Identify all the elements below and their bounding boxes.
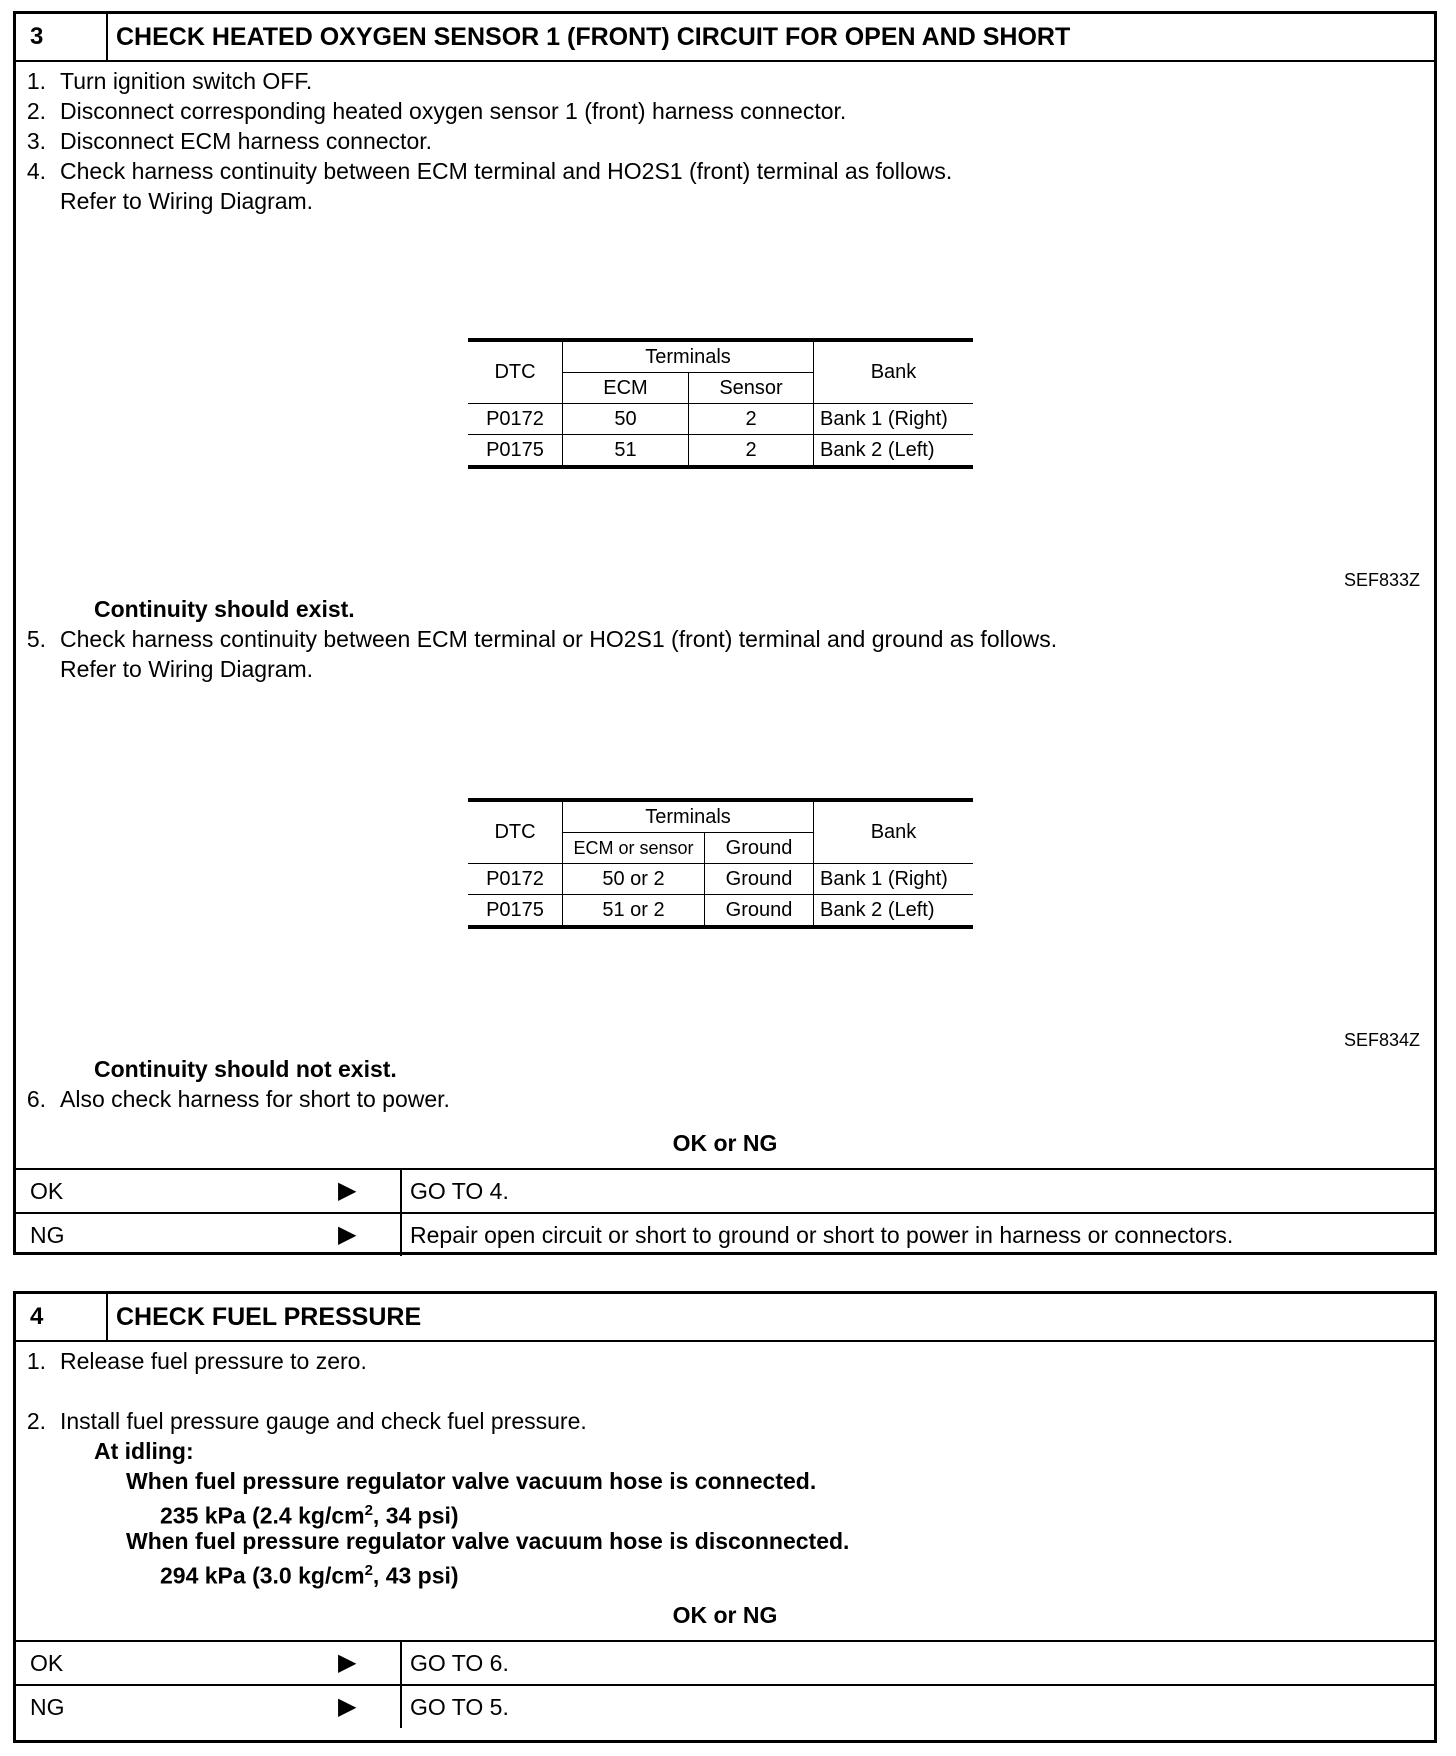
header-bank: Bank [814,340,974,404]
item-text: Install fuel pressure gauge and check fuel pressure. [60,1408,587,1434]
pressure-value-disconnected [160,1556,459,1591]
step-3-header [16,14,1434,62]
cell-sensor: 2 [689,404,814,435]
header-ecm-or-sensor: ECM or sensor [563,833,705,864]
table-row [468,895,973,928]
superscript: 2 [364,1562,373,1579]
step-4-header [16,1294,1434,1342]
value-text: 235 kPa (2.4 kg/cm [160,1502,365,1529]
arrow-right-icon: ▶ [338,1649,357,1676]
item-text: Disconnect corresponding heated oxygen sensor 1 (front) harness connector. [60,98,847,124]
figure-code: SEF834Z [1343,1030,1420,1050]
step-title: CHECK FUEL PRESSURE [116,1303,422,1331]
cell-sensor: 2 [689,435,814,468]
result-row-ng [16,1684,1434,1728]
cell-ecm: 50 [563,404,689,435]
refer-wiring-diagram: Refer to Wiring Diagram. [60,188,314,214]
refer-wiring-diagram: Refer to Wiring Diagram. [60,656,314,682]
result-row-ng [16,1212,1434,1256]
item-text: Also check harness for short to power. [60,1086,450,1112]
item-number: 4. [26,158,46,184]
continuity-note: Continuity should exist. [94,596,355,622]
result-action: GO TO 5. [410,1694,509,1720]
result-action: Repair open circuit or short to ground or short to power in harness or connectors. [410,1222,1234,1248]
divider [400,1642,402,1684]
continuity-table-1 [468,338,973,469]
cell-dtc: P0175 [468,435,563,468]
divider [400,1170,402,1212]
item-number: 2. [26,1408,46,1434]
item-number: 2. [26,98,46,124]
continuity-table-2 [468,798,973,929]
cell-dtc: P0175 [468,895,563,928]
cell-dtc: P0172 [468,404,563,435]
arrow-right-icon: ▶ [338,1177,357,1204]
header-terminals: Terminals [563,340,814,373]
value-text: 294 kPa (3.0 kg/cm [160,1562,365,1589]
header-terminals: Terminals [563,800,814,833]
cell-ecm: 51 [563,435,689,468]
step-number: 3 [16,14,108,60]
value-text: , 43 psi) [372,1562,459,1589]
divider [400,1214,402,1256]
at-idling-label: At idling: [94,1438,194,1464]
item-text: Disconnect ECM harness connector. [60,128,433,154]
item-number: 5. [26,626,46,652]
result-row-ok [16,1168,1434,1212]
table-row [468,435,973,468]
cell-dtc: P0172 [468,864,563,895]
arrow-right-icon: ▶ [338,1221,357,1248]
header-sensor: Sensor [689,373,814,404]
item-number: 3. [26,128,46,154]
cell-ecm-or-sensor: 51 or 2 [563,895,705,928]
result-label: NG [30,1222,65,1248]
result-action: GO TO 4. [410,1178,509,1204]
cell-ecm-or-sensor: 50 or 2 [563,864,705,895]
item-text: Turn ignition switch OFF. [60,68,313,94]
result-label: NG [30,1694,65,1720]
result-action: GO TO 6. [410,1650,509,1676]
result-label: OK [30,1650,64,1676]
header-dtc: DTC [468,340,563,404]
cell-bank: Bank 1 (Right) [814,864,974,895]
cell-bank: Bank 2 (Left) [814,435,974,468]
result-label: OK [30,1178,64,1204]
item-number: 1. [26,68,46,94]
continuity-note: Continuity should not exist. [94,1056,397,1082]
figure-code: SEF833Z [1343,570,1420,590]
step-number: 4 [16,1294,108,1340]
table-row [468,404,973,435]
item-number: 6. [26,1086,46,1112]
result-row-ok [16,1640,1434,1684]
item-text: Check harness continuity between ECM terminal and HO2S1 (front) terminal as follows. [60,158,953,184]
cell-ground: Ground [705,895,814,928]
arrow-right-icon: ▶ [338,1693,357,1720]
ok-or-ng-heading: OK or NG [672,1130,778,1156]
header-bank: Bank [814,800,974,864]
item-text: Check harness continuity between ECM terminal or HO2S1 (front) terminal and ground as follows. [60,626,1058,652]
header-dtc: DTC [468,800,563,864]
condition-connected: When fuel pressure regulator valve vacuum hose is connected. [126,1468,817,1494]
step-4-box [13,1291,1437,1743]
divider [400,1686,402,1728]
item-text: Release fuel pressure to zero. [60,1348,367,1374]
header-ecm: ECM [563,373,689,404]
header-ground: Ground [705,833,814,864]
ok-or-ng-heading: OK or NG [672,1602,778,1628]
value-text: , 34 psi) [372,1502,459,1529]
cell-bank: Bank 2 (Left) [814,895,974,928]
cell-bank: Bank 1 (Right) [814,404,974,435]
superscript: 2 [364,1502,373,1519]
step-title: CHECK HEATED OXYGEN SENSOR 1 (FRONT) CIRCUIT FOR OPEN AND SHORT [116,23,1071,51]
step-3-box [13,11,1437,1255]
table-row [468,864,973,895]
item-number: 1. [26,1348,46,1374]
cell-ground: Ground [705,864,814,895]
condition-disconnected: When fuel pressure regulator valve vacuum hose is disconnected. [126,1528,850,1554]
